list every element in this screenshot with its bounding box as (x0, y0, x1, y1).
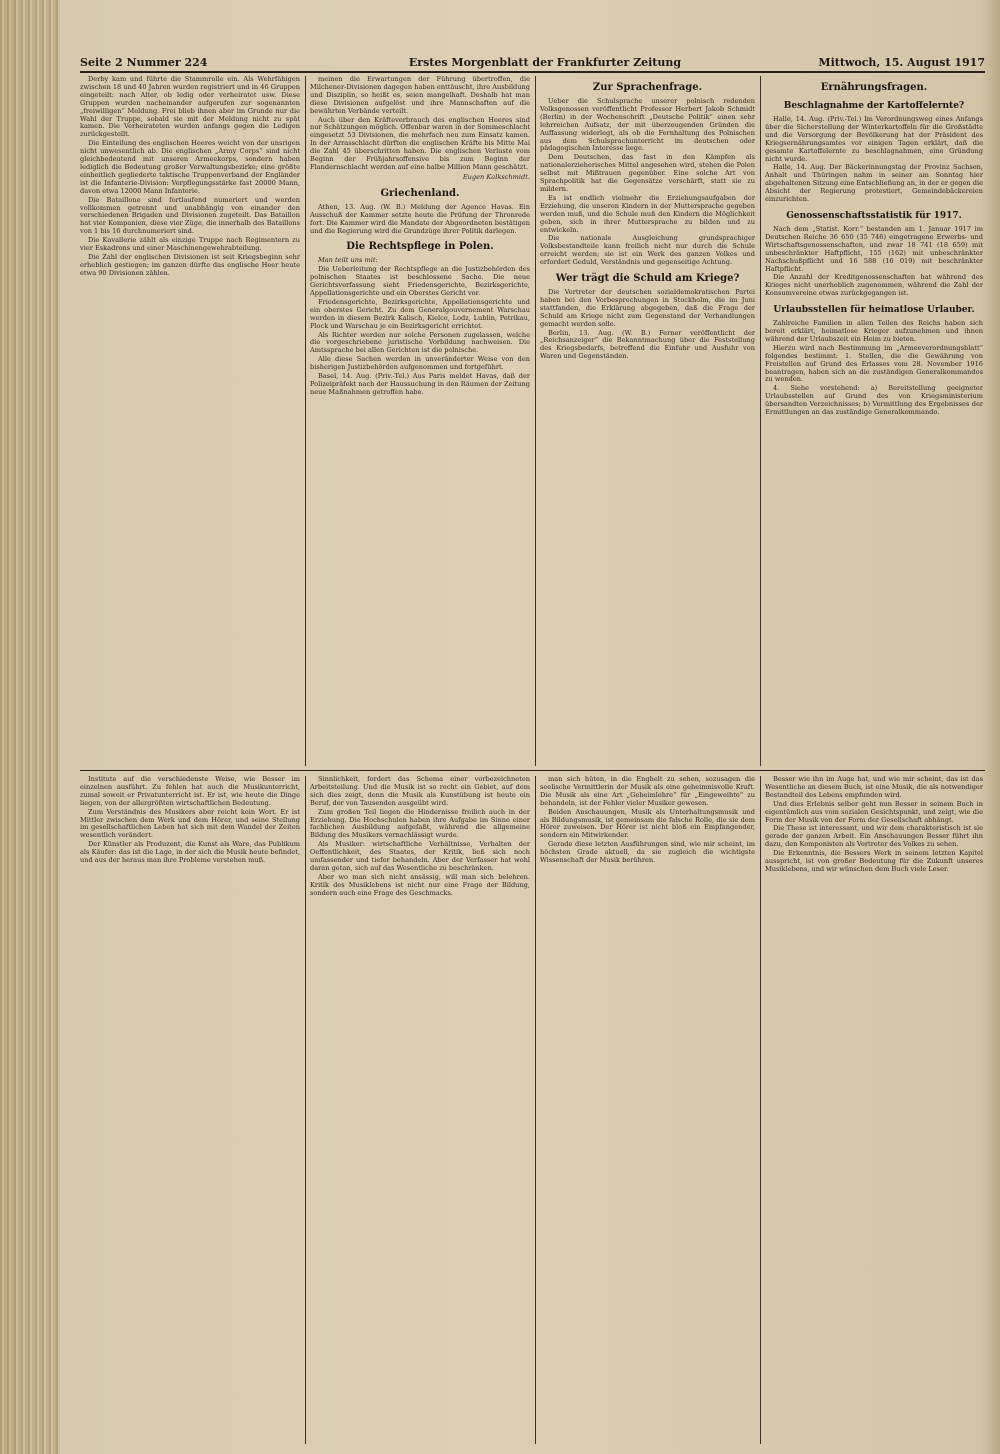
paragraph: Die Anzahl der Kreditgenossenschaften hat während des Krieges nicht unerheblich zugenommen, während die Zahl der Konsumvereine etwas zurückgegangen ist. (765, 273, 983, 298)
paragraph: Sinnlichkeit, fordert das Schema einer vorbezeichneten Arbeitsteilung. Und die Musik ist so recht ein Gebiet, auf dem sich dies zeigt, denn die Musik als Kunstübung ist heute ein Beruf, der von Tausenden ausgeübt wird. (310, 776, 530, 807)
column-3-upper (540, 76, 755, 766)
paragraph: Zum großen Teil liegen die Hindernisse freilich auch in der Erziehung. Die Hochschulen haben ihre Aufgabe im Sinne einer fachlichen Ausbildung aufgefaßt, während die allgemeine Bildung des Musikers vernachlässigt wurde. (310, 807, 530, 840)
heading-urlaubsstellen: Urlaubsstellen für heimatlose Urlauber. (773, 305, 975, 316)
column-rule (305, 76, 306, 766)
paragraph: Als Musiker: wirtschaftliche Verhältnisse, Verhalten der Oeffentlichkeit, des Staates, der Kritik, ließ sich noch umfassender und tiefer behandeln. Aber der Verfasser hat wohl daran getan, sich auf das Wesentliche zu beschränken. (310, 840, 530, 872)
paragraph: man sich hüten, in die Enghelt zu sehen, sozusagen die seelische Vermittlerin der Musik als eine geheimnisvolle Kraft. Die Musik als eine Art „Geheimlehre“ für „Eingeweihte“ zu behandeln, ist der Fehler vieler Musiker gewesen. (540, 776, 755, 807)
paragraph: Zahlreiche Familien in allen Teilen des Reichs haben sich bereit erklärt, heimatlose Krieger aufzunehmen und ihnen während der Urlaubszeit ein Heim zu bieten. (765, 319, 983, 343)
paragraph: Derby kam und führte die Stammrolle ein. Als Wehrfähigen zwischen 18 und 40 Jahren wurden registriert und in 46 Gruppen eingeteilt: nach Alter, ob ledig oder verheiratet usw. Diese Gruppen wurden nacheinander aufgerufen zur sogenannten „freiwilligen“ Meldung. Frei blieb ihnen aber im Grunde nur die Wahl der Truppe, sobald sie mit der Meldung nicht zu spät kamen. Die Verheirateten wurden anfangs gegen die Ledigen zurückgestellt. (80, 76, 300, 139)
paragraph: Die Zahl der englischen Divisionen ist seit Kriegsbeginn sehr erheblich gestiegen; im ganzen dürfte das englische Heer heute etwa 90 Divisionen zählen. (80, 252, 300, 277)
page-header (80, 56, 985, 72)
paragraph: Zum Verständnis des Musikers aber reicht kein Wort. Er ist Mittler zwischen dem Werk und dem Hörer, und seine Stellung im gesellschaftlichen Leben hat sich mit dem Wandel der Zeiten wesentlich verändert. (80, 807, 300, 840)
paragraph: Die Vertreter der deutschen sozialdemokratischen Partei haben bei den Vorbesprechungen in Stockholm, die im Juni stattfanden, die Erklärung abgegeben, daß die Frage der Schuld am Kriege nicht zum Gegenstand der Verhandlungen gemacht werden solle. (540, 288, 755, 328)
paragraph: Berlin, 13. Aug. (W. B.) Ferner veröffentlicht der „Reichsanzeiger“ die Bekanntmachung über die Feststellung des Kriegsbedarfs, betreffend die Einfuhr und Ausfuhr von Waren und Gegenständen. (540, 328, 755, 361)
paragraph: Auch über den Kräfteverbrauch des englischen Heeres sind nur Schätzungen möglich. Offenbar waren in der Sommeschlacht eingesetzt 53 Divisionen, die mehrfach neu zum Einsatz kamen. In der Arrasschlacht dürften die englischen Kräfte bis Mitte Mai die Zahl 45 überschritten haben. Die englischen Verluste vom Beginn der Frühjahrsoffensive bis zum Beginn der Flandernschlacht werden auf eine halbe Million Mann geschätzt. (310, 115, 530, 171)
column-rule (305, 776, 306, 1444)
paragraph: Alle diese Sachen werden in unveränderter Weise von den bisherigen Justizbehörden aufgenommen und fortgeführt. (310, 355, 530, 372)
paragraph: Beiden Anschauungen, Musik als Unterhaltungsmusik und als Bildungsmusik, ist gemeinsam die falsche Rolle, die sie dem Hörer zuweisen. Der Hörer ist nicht bloß ein Empfangender, sondern ein Mitwirkender. (540, 807, 755, 840)
paragraph: Die Kavallerie zählt als einzige Truppe nach Regimentern zu vier Eskadrons und einer Maschinengewehrabteilung. (80, 236, 300, 253)
paragraph: Ueber die Schulsprache unserer polnisch redenden Volksgenossen veröffentlicht Professor Herbert Jakob Schmidt (Berlin) in der Wochenschrift „Deutsche Politik“ einen sehr lehrreichen Aufsatz, der mit überzeugenden Gründen die Auffassung widerlegt, als ob die Fernhaltung des Polnischen aus dem Schulsprachunterricht im deutschen oder pädagogischen Interesse liege. (540, 97, 755, 153)
paragraph: Athen, 13. Aug. (W. B.) Meldung der Agence Havas. Ein Ausschuß der Kammer setzte heute die Prüfung der Thronrede fort. Die Kammer wird die Mandate der Abgeordneten bestätigen und die Regierung wird die Grundzüge ihrer Politik darlegen. (310, 202, 530, 235)
paragraph: Nach dem „Statist. Korr.“ bestanden am 1. Januar 1917 im Deutschen Reiche 36 650 (35 746) eingetragene Erwerbs- und Wirtschaftsgenossenschaften, und zwar 18 741 (18 659) mit unbeschränkter Haftpflicht, 155 (162) mit unbeschränkter Nachschußpflicht und 16 588 (16 019) mit beschränkter Haftpflicht. (765, 224, 983, 273)
heading-schuld-am-kriege: Wer trägt die Schuld am Kriege? (555, 273, 740, 285)
column-4-upper (765, 76, 983, 766)
paragraph: Als Richter werden nur solche Personen zugelassen, welche die vorgeschriebene juristische Vorbildung nachweisen. Die Amtssprache bei allen Gerichten ist die polnische. (310, 330, 530, 355)
paragraph: Die Ueberleitung der Rechtspflege an die Justizbehörden des polnischen Staates ist beschlossene Sache. Die neue Gerichtsverfassung sieht Friedensgerichte, Bezirksgerichte, Appellationsgerichte und ein Oberstes Gericht vor. (310, 265, 530, 298)
paragraph: Die Bataillone sind fortlaufend numeriert und werden vollkommen getrennt und unabhängig von einander den verschiedenen Brigaden und Divisionen zugeteilt. Das Bataillon hat vier Kompanien, diese vier Züge, die innerhalb des Bataillons von 1 bis 16 durchnumeriert sind. (80, 195, 300, 236)
author-signature: Eugen Kalkschmidt. (462, 172, 530, 181)
feuilleton-divider-rule (80, 770, 985, 771)
paragraph: Dem Deutschen, das fast in den Kämpfen als nationalerzieherisches Mittel angesehen wird, stehen die Polen selbst mit Mißtrauen gegenüber. Eine solche Art von Sprachpolitik hat die Gegensätze verschärft, statt sie zu mildern. (540, 153, 755, 193)
heading-ernaehrungsfragen: Ernährungsfragen. (820, 82, 928, 93)
heading-genossenschaftsstatistik: Genossenschaftsstatistik für 1917. (786, 210, 962, 221)
paragraph: Die Erkenntnis, die Bessers Werk in seinem letzten Kapitel ausspricht, ist von großer Bedeutung für die Zukunft unseres Musiklebens, und wir wünschen dem Buch viele Leser. (765, 849, 983, 873)
paragraph: Der Künstler als Produzent, die Kunst als Ware, das Publikum als Käufer: das ist die Lage, in der sich die Musik heute befindet, und aus der heraus man ihre Probleme verstehen muß. (80, 840, 300, 865)
column-2-upper (310, 76, 530, 766)
paragraph: Die These ist interessant, und wir dem charakteristisch ist sie gerade der ganzen Arbeit. Ein Anschauungen Besser führt ihn dazu, den Komponisten als Vertreter des Volkes zu sehen. (765, 824, 983, 849)
column-rule (535, 76, 536, 766)
paragraph: Die nationale Ausgleichung grundsprachiger Volksbestandteile kann freilich nicht nur durch die Schule erreicht werden; sie ist ein Werk des ganzen Volkes und erfordert Geduld, Verständnis und gegenseitige Achtung. (540, 234, 755, 267)
paragraph: Besser wie ihn im Auge hat, und wie mir scheint, das ist das Wesentliche an diesem Buch, ist eine Musik, die als notwendiger Bestandteil des Lebens empfunden wird. (765, 776, 983, 799)
paragraph: Es ist endlich vielmehr die Erziehungsaufgaben der Erziehung, die unseren Kindern in der Muttersprache gegeben werden muß, und die Schule muß den Kindern die Möglichkeit geben, sich in ihrer Muttersprache zu bilden und zu entwickeln. (540, 193, 755, 234)
paragraph: Hierzu wird nach Bestimmung im „Armeeverordnungsblatt“ folgendes bestimmt: 1. Stellen, die die Gewährung von Freistellen auf Grund des Erlasses vom 28. November 1916 beantragen, haben sich an die zuständigen Generalkommandos zu wenden. (765, 343, 983, 384)
paragraph: meinen die Erwartungen der Führung übertroffen, die Milchener-Divisionen dagegen haben enttäuscht, ihre Ausbildung und Disziplin, so heißt es, seien mangelhaft. Deshalb hat man diese Divisionen aufgelöst und ihre Mannschaften auf die bewährten Verbände verteilt. (310, 76, 530, 115)
column-rule (535, 776, 536, 1444)
masthead-title: Erstes Morgenblatt der Frankfurter Zeitung (408, 56, 682, 69)
column-rule (760, 76, 761, 766)
paragraph: Und dies Erlebnis selber geht nun Besser in seinem Buch in eigentümlich aus vom sozialen Gesichtspunkt, und zeigt, wie die Form der Musik von der Form der Gesellschaft abhängt. (765, 799, 983, 824)
column-4-lower (765, 776, 983, 1444)
issue-date: Mittwoch, 15. August 1917 (818, 56, 985, 69)
header-rule (80, 71, 985, 73)
heading-sprachenfrage: Zur Sprachenfrage. (592, 82, 703, 93)
paragraph: Gerade diese letzten Ausführungen sind, wie mir scheint, im höchsten Grade aktuell, da sie zugleich die wichtigste Wissenschaft der Musik berühren. (540, 840, 755, 865)
column-2-lower (310, 776, 530, 1444)
intro-line: Man teilt uns mit: (318, 256, 378, 265)
paragraph: Die Einteilung des englischen Heeres weicht von der unsrigen nicht unwesentlich ab. Die englischen „Army Corps“ sind nicht gleichbedeutend mit unseren Armeekorps, sondern haben lediglich die Bedeutung großer Verwaltungsbezirke; eine größte einheitlich gegliederte taktische Truppenverband der Engländer ist die Infanterie-Division: Verpflegungsstärke fast 20000 Mann, davon etwa 12000 Mann Infanterie. (80, 139, 300, 195)
page-number: Seite 2 Nummer 224 (80, 56, 208, 69)
paragraph: Basel, 14. Aug. (Priv.-Tel.) Aus Paris meldet Havas, daß der Polizeipräfekt nach der Haussuchung in den Räumen der Zeitung neue Maßnahmen getroffen habe. (310, 372, 530, 396)
heading-rechtspflege-polen: Die Rechtspflege in Polen. (346, 241, 494, 253)
column-rule (760, 776, 761, 1444)
book-binding-edge (0, 0, 60, 1454)
heading-beschlagnahme: Beschlagnahme der Kartoffelernte? (783, 101, 965, 111)
paragraph: Aber wo man sich nicht ansässig, will man sich belehren. Kritik des Musiklebens ist nicht nur eine Frage der Bildung, sondern auch eine Frage des Geschmacks. (310, 872, 530, 897)
column-3-lower (540, 776, 755, 1444)
paragraph: Institute auf die verschiedenste Weise, wie Besser im einzelnen ausführt. Zu fehlen hat auch die Musikunterricht, zumal soweit er Privatunterricht ist. Er ist, wie heute die Dinge liegen, von der allergrößten wirtschaftlichen Bedeutung. (80, 776, 300, 807)
paragraph: Friedensgerichte, Bezirksgerichte, Appellationsgerichte und ein oberstes Gericht. Zu dem Generalgouvernement Warschau werden in diesem Bezirk Kalisch, Kielce, Lodz, Lublin, Petrikau, Plock und Warschau je ein Bezirksgericht errichtet. (310, 297, 530, 330)
paragraph: Halle, 14. Aug. (Priv.-Tel.) Im Verordnungsweg eines Anfangs über die Sicherstellung der Winterkartoffeln für die Großstädte und die Versorgung der Bevölkerung hat der Präsident des Kriegsernährungsamtes vor einigen Tagen erklärt, daß die gesamte Kartoffelernte zu beschlagnahmen, eine Gründung nicht wurde. (765, 115, 983, 163)
paragraph: 4. Siehe vorstehend: a) Bereitstellung geeigneter Urlaubsstellen auf Grund des von Kriegsministerium übersandten Verzeichnisses; b) Vermittlung des Ergebnisses der Ermittlungen an das zuständige Generalkommando. (765, 384, 983, 417)
column-1-lower (80, 776, 300, 1444)
heading-griechenland: Griechenland. (380, 187, 460, 199)
column-1-upper (80, 76, 300, 766)
paragraph: Halle, 14. Aug. Der Bäckerinnungstag der Provinz Sachsen, Anhalt und Thüringen nahm in seiner am Sonntag hier abgehaltenen Sitzung eine Entschließung an, in der er gegen die Absicht der Regierung protestiert, Gemeindebäckereien einzurichten. (765, 163, 983, 204)
